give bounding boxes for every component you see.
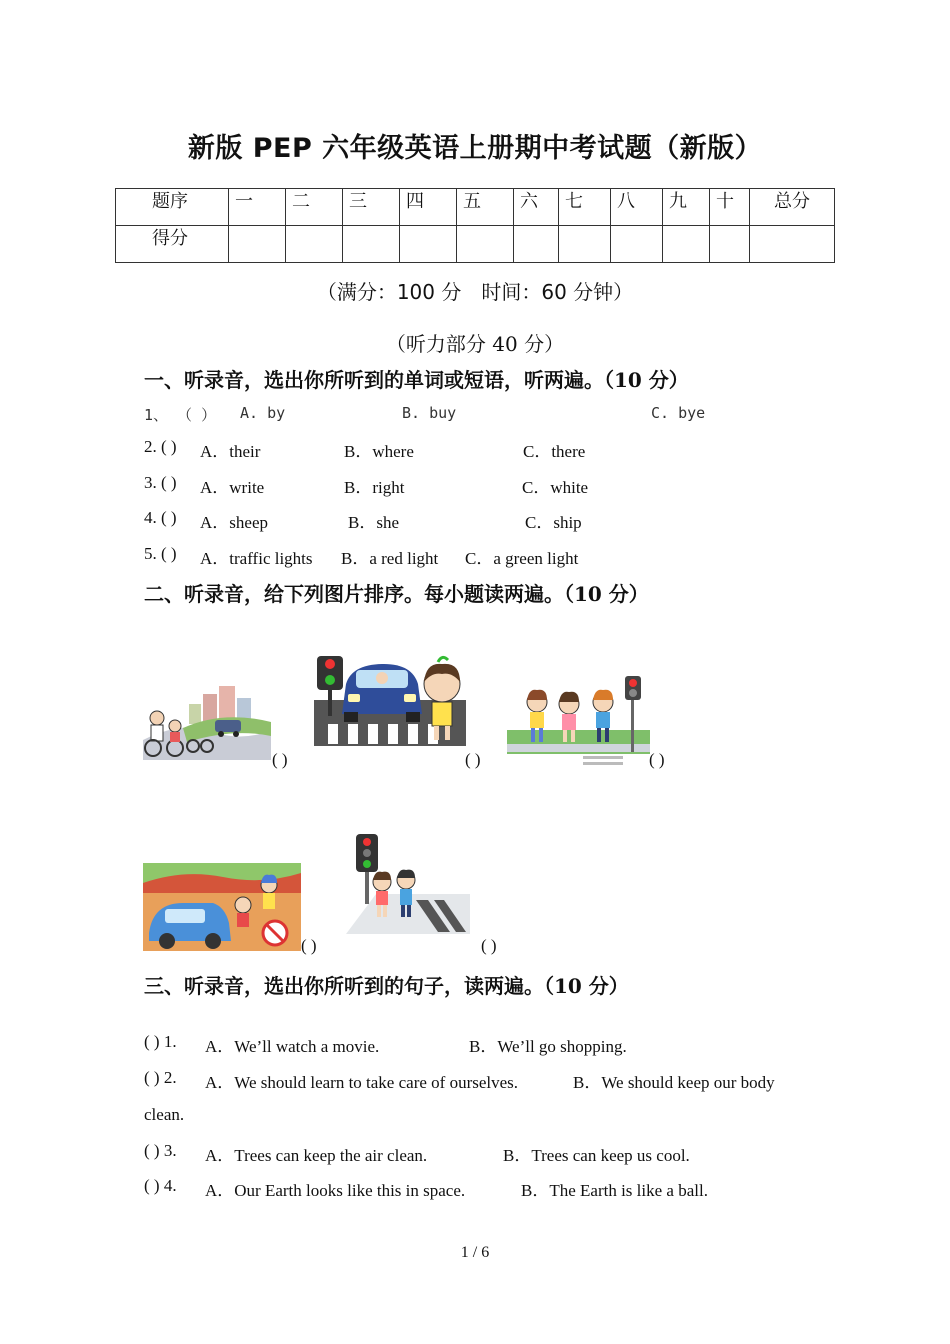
s3-q2-option-b: B．We should keep our body — [573, 1073, 775, 1092]
header-cell: 九 — [663, 189, 710, 226]
score-cell[interactable] — [457, 226, 514, 263]
listening-part-label: （听力部分 40 分） — [385, 332, 565, 356]
s3-q4-option-b: B．The Earth is like a ball. — [521, 1181, 708, 1200]
s1-q1-number: 1、 （ ） — [144, 406, 217, 424]
s1-q1-option-b: B. buy — [402, 404, 457, 422]
s3-q4-number: ( ) 4. — [144, 1176, 177, 1195]
s1-q2-option-b: B．where — [344, 442, 414, 461]
s1-q5-option-c: C．a green light — [465, 549, 579, 568]
score-table-score-row — [116, 226, 835, 263]
s1-q4-option-b: B．she — [348, 513, 399, 532]
s1-q2-option-a: A．their — [200, 442, 261, 461]
s3-q2-option-a: A．We should learn to take care of ourselves. — [205, 1073, 519, 1092]
pic5-answer-blank[interactable]: ( ) — [481, 936, 497, 955]
s1-q3-option-a: A．write — [200, 478, 265, 497]
score-cell[interactable] — [229, 226, 286, 263]
s1-q3-option-c: C．white — [522, 478, 589, 497]
s1-q5-number: 5. ( ) — [144, 544, 177, 563]
header-cell: 题序 — [116, 189, 229, 226]
header-cell: 六 — [514, 189, 559, 226]
pic4-answer-blank[interactable]: ( ) — [301, 936, 317, 955]
s3-q1-option-b: B．We’ll go shopping. — [469, 1037, 627, 1056]
score-cell[interactable] — [400, 226, 457, 263]
header-cell: 四 — [400, 189, 457, 226]
section2-heading: 二、听录音，给下列图片排序。每小题读两遍。（10 分） — [144, 582, 649, 606]
s3-q3-option-a: A．Trees can keep the air clean. — [205, 1146, 428, 1165]
score-cell[interactable] — [514, 226, 559, 263]
header-cell: 五 — [457, 189, 514, 226]
s1-q5-option-a: A．traffic lights — [200, 549, 313, 568]
exam-info: （满分：100 分 时间：60 分钟） — [316, 280, 634, 304]
score-cell[interactable] — [710, 226, 750, 263]
header-cell: 总分 — [750, 189, 835, 226]
children-waiting-traffic-light-illustration — [507, 672, 650, 768]
s1-q3-number: 3. ( ) — [144, 473, 177, 492]
header-cell: 八 — [611, 189, 663, 226]
score-cell[interactable] — [343, 226, 400, 263]
s1-q1-option-a: A. by — [240, 404, 286, 422]
s1-q4-number: 4. ( ) — [144, 508, 177, 527]
section3-heading: 三、听录音，选出你所听到的句子，读两遍。（10 分） — [144, 974, 629, 998]
street-cyclists-illustration — [143, 680, 271, 760]
s1-q2-option-c: C．there — [523, 442, 586, 461]
score-cell[interactable] — [663, 226, 710, 263]
score-table-header-row — [116, 189, 835, 226]
pic2-answer-blank[interactable]: ( ) — [465, 750, 481, 769]
page-number: 1 / 6 — [460, 1244, 490, 1261]
header-cell: 二 — [286, 189, 343, 226]
kids-crosswalk-traffic-light-illustration — [346, 834, 470, 934]
header-cell: 一 — [229, 189, 286, 226]
s3-q3-option-b: B．Trees can keep us cool. — [503, 1146, 690, 1165]
s3-q1-option-a: A．We’ll watch a movie. — [205, 1037, 380, 1056]
s1-q1-option-c: C. bye — [651, 404, 706, 422]
page-title: 新版 PEP 六年级英语上册期中考试题（新版） — [187, 133, 763, 164]
score-cell[interactable] — [286, 226, 343, 263]
header-cell: 七 — [559, 189, 611, 226]
s1-q5-option-b: B．a red light — [341, 549, 439, 568]
s3-q1-number: ( ) 1. — [144, 1032, 177, 1051]
s1-q3-option-b: B．right — [344, 478, 405, 497]
score-cell[interactable] — [750, 226, 835, 263]
s3-q2-continuation: clean. — [144, 1105, 185, 1124]
s3-q4-option-a: A．Our Earth looks like this in space. — [205, 1181, 466, 1200]
score-cell[interactable] — [611, 226, 663, 263]
s1-q4-option-a: A．sheep — [200, 513, 268, 532]
s1-q4-option-c: C．ship — [525, 513, 582, 532]
header-cell: 三 — [343, 189, 400, 226]
pic1-answer-blank[interactable]: ( ) — [272, 750, 288, 769]
car-kids-sign-illustration — [143, 863, 301, 951]
s3-q3-number: ( ) 3. — [144, 1141, 177, 1160]
score-row-label: 得分 — [116, 226, 229, 263]
s3-q2-number: ( ) 2. — [144, 1068, 177, 1087]
s1-q2-number: 2. ( ) — [144, 437, 177, 456]
pic3-answer-blank[interactable]: ( ) — [649, 750, 665, 769]
score-table — [115, 188, 835, 263]
header-cell: 十 — [710, 189, 750, 226]
car-crosswalk-girl-illustration — [314, 654, 466, 746]
score-cell[interactable] — [559, 226, 611, 263]
section1-heading: 一、听录音，选出你所听到的单词或短语，听两遍。（10 分） — [144, 368, 689, 392]
